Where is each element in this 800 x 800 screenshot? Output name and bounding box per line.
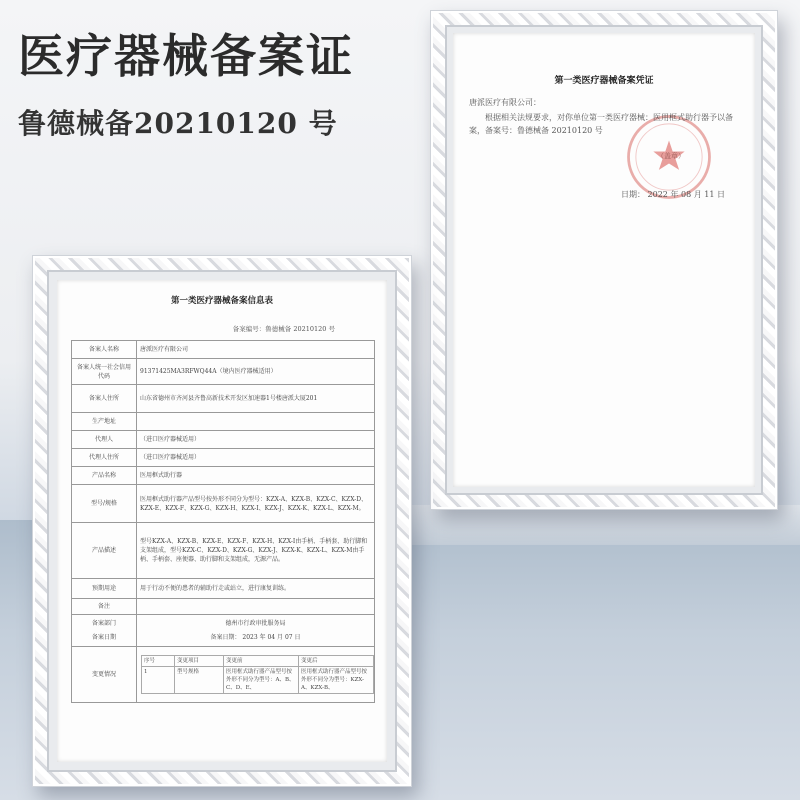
table-row — [72, 431, 375, 449]
row-value: 山东省德州市齐河县齐鲁高新技术开发区加速器1号楼唐派大厦201 — [137, 385, 375, 413]
row-label: 变更情况 — [72, 647, 137, 703]
row-label — [72, 615, 137, 647]
date-value: 备案日期： 2023 年 04 月 07 日 — [210, 634, 301, 641]
row-label: 备案人统一社会信用代码 — [72, 359, 137, 385]
seal-label: （盖章） — [657, 152, 685, 160]
row-label: 产品描述 — [72, 523, 137, 579]
certificate-body: 根据相关法规要求，对你单位第一类医疗器械：医用框式助行器予以备案，备案号：鲁德械备 20210120 号 — [469, 113, 733, 135]
row-label: 生产地址 — [72, 413, 137, 431]
row-label: 备案人住所 — [72, 385, 137, 413]
table-row — [72, 615, 375, 647]
page-title: 医疗器械备案证 — [18, 29, 354, 83]
dept-label: 备案部门 — [91, 620, 116, 627]
changes-cell: 医用框式助行器产品型号按外形不同分为型号：KZX-A、KZX-B、 — [299, 667, 374, 694]
changes-header: 变更前 — [224, 656, 299, 667]
row-label: 预期用途 — [72, 579, 137, 599]
certificate-title: 第一类医疗器械备案凭证 — [554, 76, 654, 86]
row-label: 型号/规格 — [72, 485, 137, 523]
changes-cell: 型号规格 — [175, 667, 224, 694]
row-label: 备案人名称 — [72, 341, 137, 359]
changes-header: 变更项目 — [175, 656, 224, 667]
certificate-paper — [453, 33, 755, 487]
row-value: 唐派医疗有限公司 — [137, 341, 375, 359]
page-subtitle: 鲁德械备20210120 号 — [18, 107, 338, 140]
info-table — [71, 340, 375, 703]
row-value — [137, 647, 375, 703]
table-row — [72, 579, 375, 599]
row-label: 备注 — [72, 599, 137, 615]
table-row — [72, 467, 375, 485]
changes-cell: 1 — [142, 667, 175, 694]
table-row — [72, 385, 375, 413]
background-shelf-top — [380, 505, 800, 545]
changes-cell: 医用框式助行器产品型号按外形不同分为型号：A、B、C、D、E、 — [224, 667, 299, 694]
row-value — [137, 599, 375, 615]
table-row — [72, 341, 375, 359]
table-row — [72, 413, 375, 431]
row-label: 产品名称 — [72, 467, 137, 485]
row-value — [137, 413, 375, 431]
row-value: （进口医疗器械适用） — [137, 431, 375, 449]
row-value: （进口医疗器械适用） — [137, 449, 375, 467]
row-value: 91371425MA3RFWQ44A（境内医疗器械适用） — [137, 359, 375, 385]
date-label: 备案日期 — [91, 634, 116, 641]
row-value: 医用框式助行器 — [137, 467, 375, 485]
dept-value: 德州市行政审批服务局 — [225, 620, 286, 627]
row-value: 型号KZX-A、KZX-B、KZX-E、KZX-F、KZX-H、KZX-I由手柄、手柄套、助行脚和支架组成，型号KZX-C、KZX-D、KZX-G、KZX-J、KZX-K、KZX-L、KZX-M由手柄、手柄套、座便器、助行脚和支架组成，无源产品。 — [137, 523, 375, 579]
info-sheet-frame — [32, 255, 412, 787]
row-value: 用于行动不便的患者的辅助行走或站立，进行康复训练。 — [137, 579, 375, 599]
changes-header-row — [142, 656, 374, 667]
table-row — [72, 359, 375, 385]
row-label: 代理人 — [72, 431, 137, 449]
table-row — [72, 599, 375, 615]
row-value: 医用框式助行器产品型号按外形不同分为型号：KZX-A、KZX-B、KZX-C、KZX-D、KZX-E、KZX-F、KZX-G、KZX-H、KZX-I、KZX-J、KZX-K、KZX-L、KZX-M。 — [137, 485, 375, 523]
changes-table — [141, 655, 374, 694]
certificate-date: 日期： 2022 年 08 月 11 日 — [621, 190, 725, 199]
info-sheet-title: 第一类医疗器械备案信息表 — [170, 296, 273, 306]
row-label: 代理人住所 — [72, 449, 137, 467]
row-value — [137, 615, 375, 647]
changes-row — [142, 667, 374, 694]
certificate-company: 唐派医疗有限公司： — [469, 98, 541, 107]
table-row — [72, 523, 375, 579]
certificate-frame — [430, 10, 778, 510]
info-sheet-record-number: 备案编号：鲁德械备 20210120 号 — [232, 325, 335, 333]
changes-header: 序号 — [142, 656, 175, 667]
table-row — [72, 449, 375, 467]
table-row — [72, 485, 375, 523]
changes-header: 变更后 — [299, 656, 374, 667]
table-row — [72, 647, 375, 703]
info-sheet-paper — [57, 280, 387, 762]
